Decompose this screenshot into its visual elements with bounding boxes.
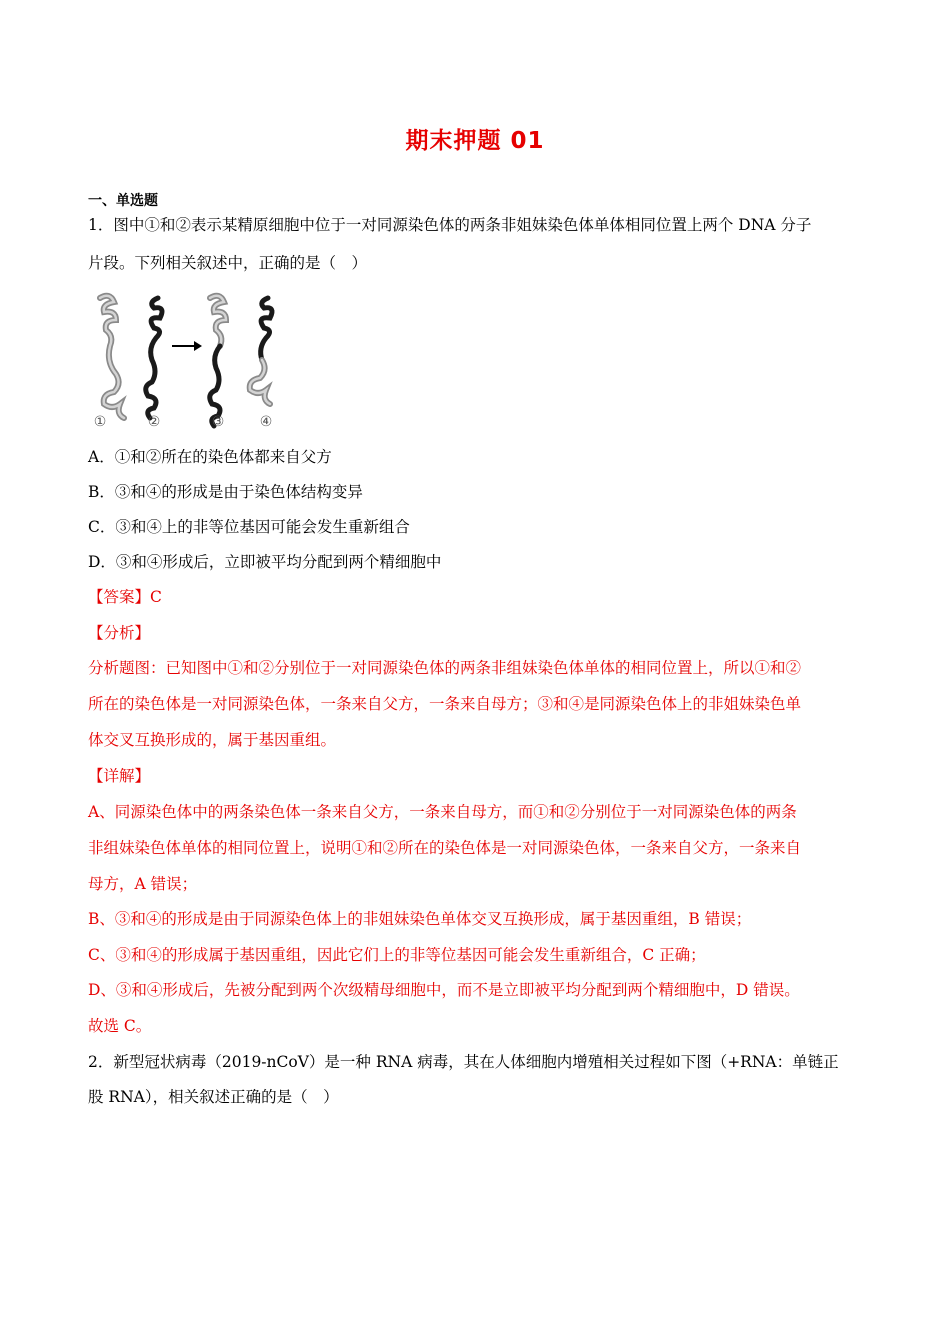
document-title: 期末押题 01: [405, 128, 545, 154]
arrow-right-icon: [172, 341, 202, 351]
q1-analysis-heading: 【分析】: [88, 624, 151, 642]
dna-strand-3: [210, 296, 226, 426]
figure-label-1: ①: [93, 414, 107, 430]
q1-detail-line2: 非组妹染色体单体的相同位置上，说明①和②所在的染色体是一对同源染色体，一条来自父方，一条来自: [88, 839, 802, 857]
figure-label-2: ②: [147, 414, 161, 430]
q1-detail-line4: B、③和④的形成是由于同源染色体上的非姐妹染色单体交叉互换形成，属于基因重组，B 错误；: [88, 910, 752, 928]
q1-stem-line1: 1．图中①和②表示某精原细胞中位于一对同源染色体的两条非姐妹染色体单体相同位置上两个 DNA 分子: [88, 216, 812, 234]
q1-option-a: A．①和②所在的染色体都来自父方: [88, 448, 332, 466]
q1-analysis-line1: 分析题图：已知图中①和②分别位于一对同源染色体的两条非组妹染色体单体的相同位置上，所以①和②: [88, 659, 802, 677]
section-heading: 一、单选题: [88, 193, 158, 209]
q1-detail-line5: C、③和④的形成属于基因重组，因此它们上的非等位基因可能会发生重新组合，C 正确；: [88, 946, 706, 964]
q1-option-d: D．③和④形成后，立即被平均分配到两个精细胞中: [88, 553, 442, 571]
q1-detail-line1: A、同源染色体中的两条染色体一条来自父方，一条来自母方，而①和②分别位于一对同源染色体的两条: [88, 803, 797, 821]
q1-detail-line6: D、③和④形成后，先被分配到两个次级精母细胞中，而不是立即被平均分配到两个精细胞中，D 错误。: [88, 981, 800, 999]
q1-answer: 【答案】C: [88, 588, 162, 606]
q1-analysis-line3: 体交叉互换形成的，属于基因重组。: [88, 731, 337, 749]
q1-detail-line3: 母方，A 错误；: [88, 875, 198, 893]
dna-strand-2: [146, 298, 162, 418]
chromatid-exchange-figure: [88, 290, 286, 430]
figure-label-4: ④: [259, 414, 273, 430]
figure-label-3: ③: [211, 414, 225, 430]
q1-analysis-line2: 所在的染色体是一对同源染色体，一条来自父方，一条来自母方；③和④是同源染色体上的非姐妹染色单: [88, 695, 802, 713]
q1-option-b: B．③和④的形成是由于染色体结构变异: [88, 483, 363, 501]
q2-stem-line2: 股 RNA），相关叙述正确的是（ ）: [88, 1088, 339, 1106]
q1-detail-line7: 故选 C。: [88, 1017, 152, 1035]
q1-option-c: C．③和④上的非等位基因可能会发生重新组合: [88, 518, 410, 536]
dna-strand-1: [100, 296, 124, 418]
dna-strand-4: [250, 298, 272, 404]
q1-detail-heading: 【详解】: [88, 767, 151, 785]
q1-stem-line2: 片段。下列相关叙述中，正确的是（ ）: [88, 254, 368, 272]
q2-stem-line1: 2．新型冠状病毒（2019-nCoV）是一种 RNA 病毒，其在人体细胞内增殖相关过程如下图（+RNA：单链正: [88, 1053, 839, 1071]
